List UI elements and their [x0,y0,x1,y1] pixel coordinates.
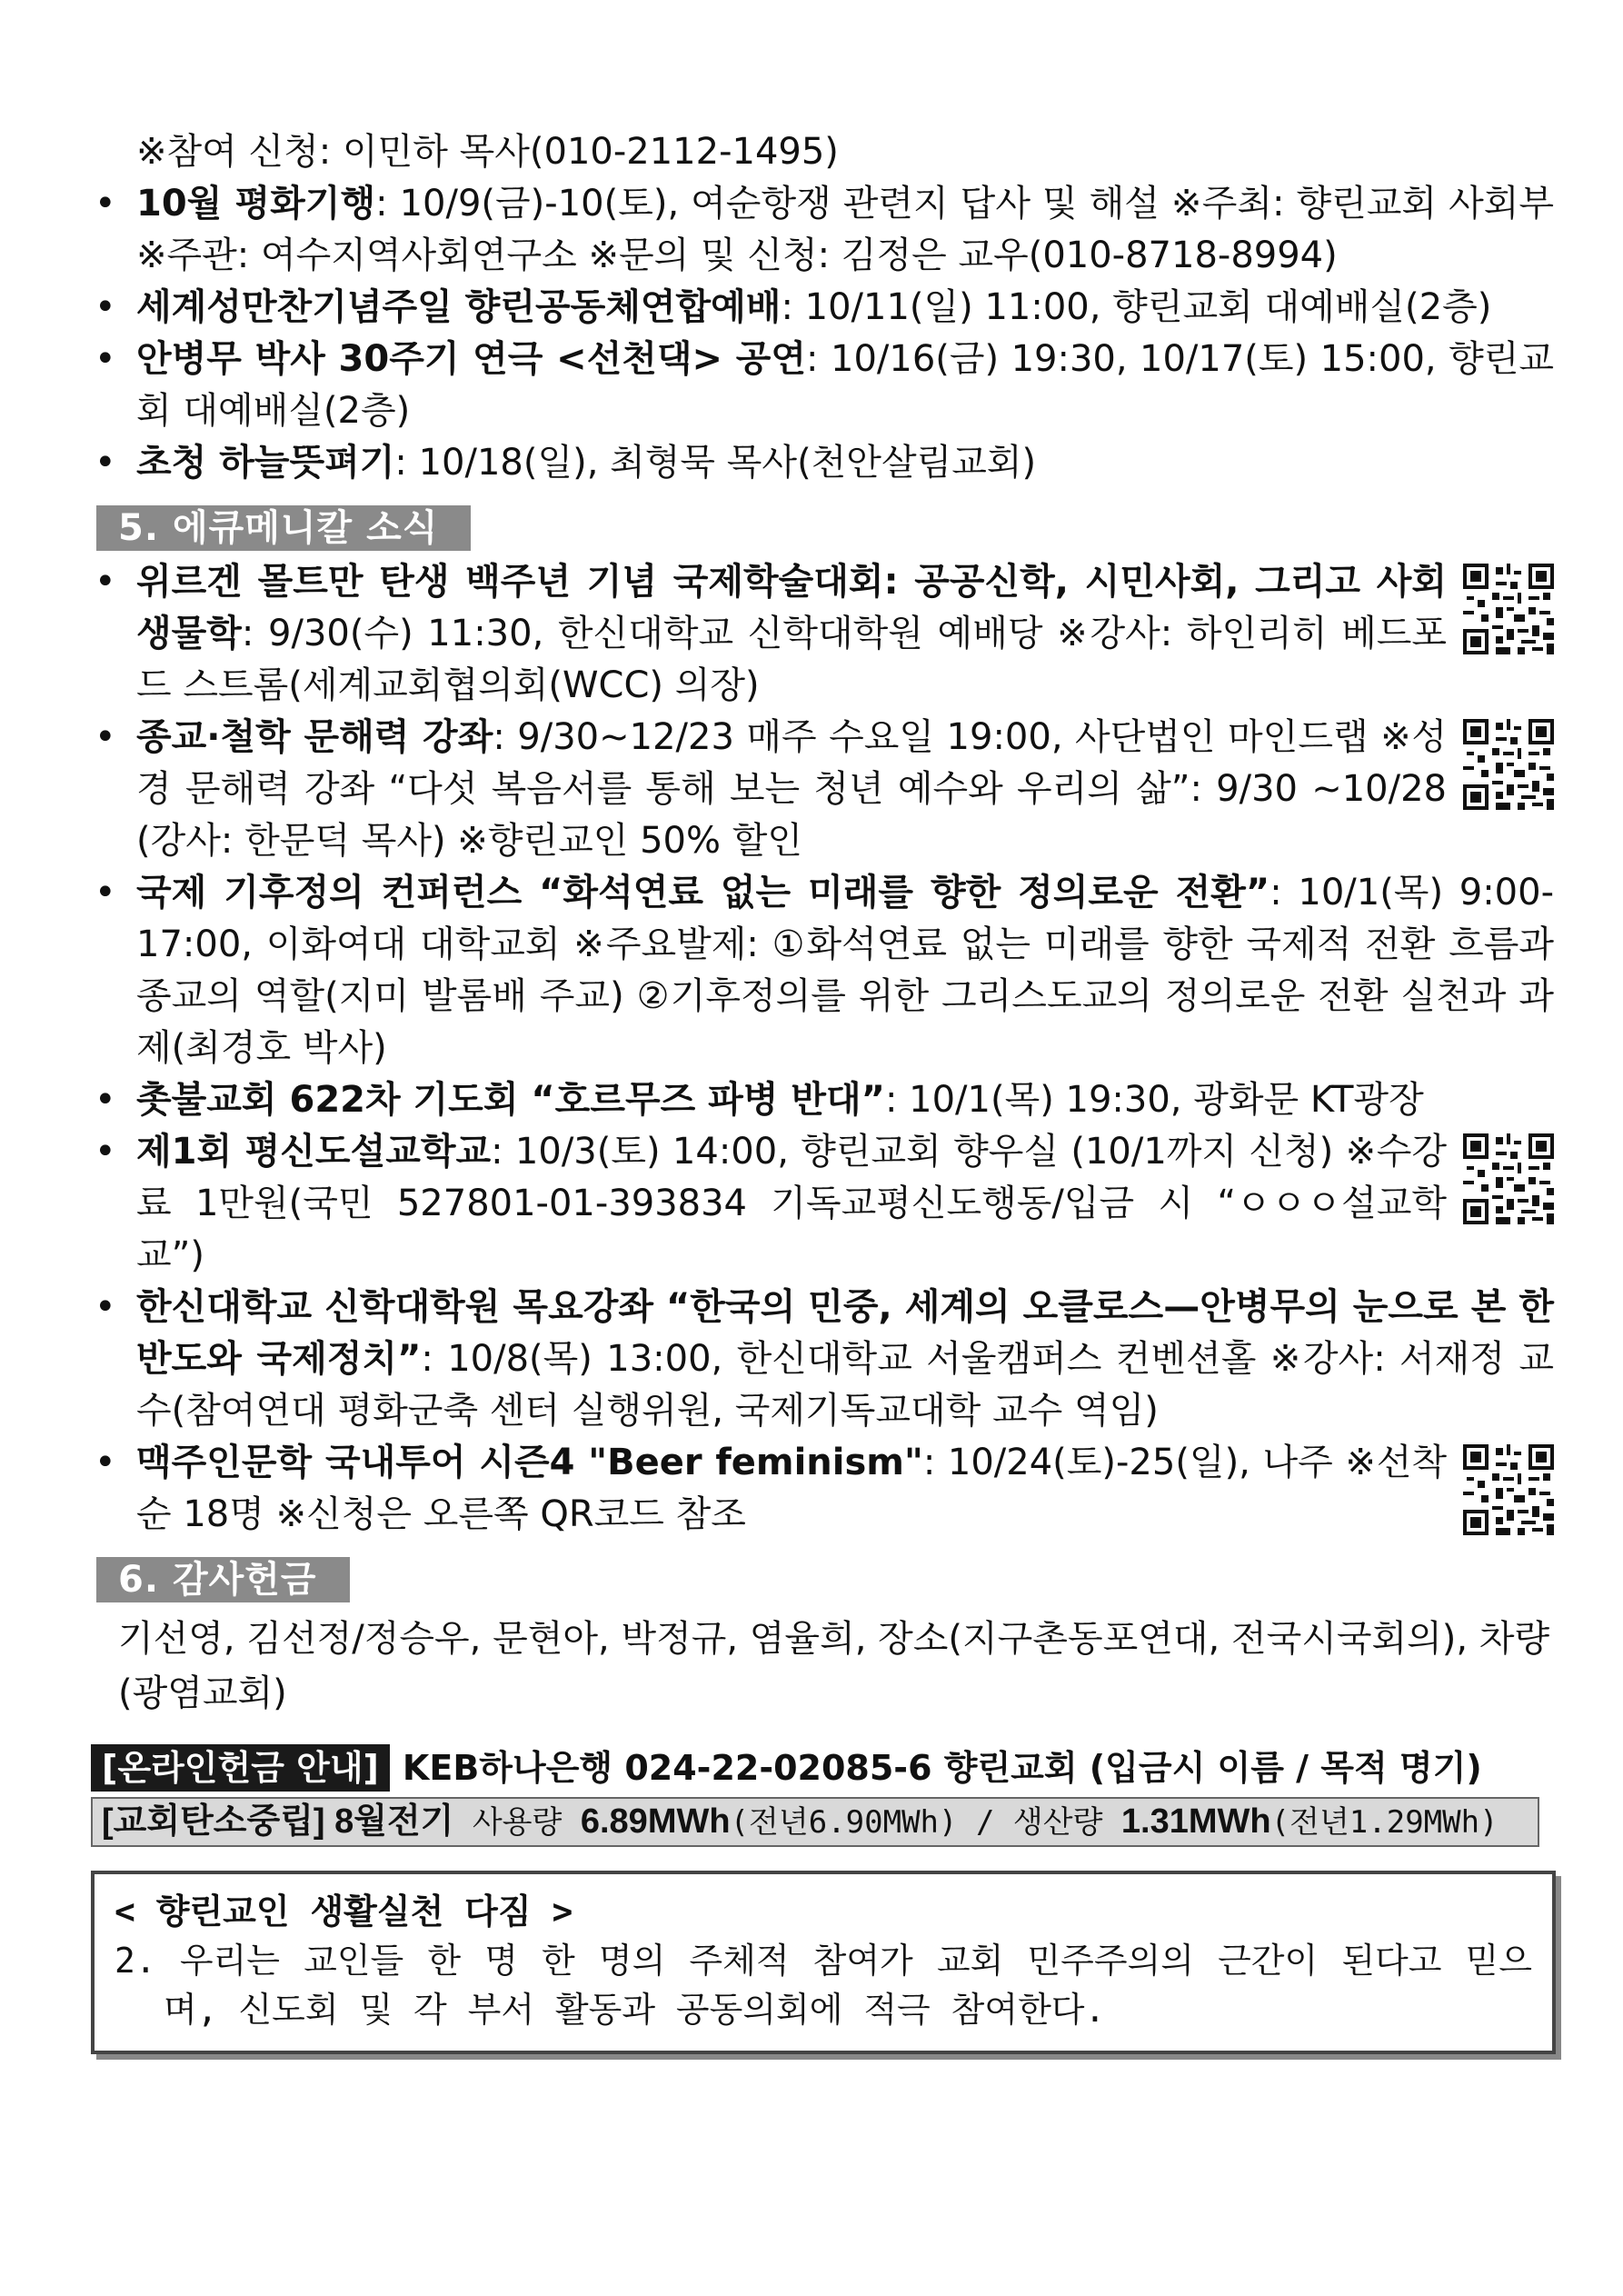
list-item [91,556,1554,712]
item-title: 10월 평화기행 [136,183,376,225]
list-item [91,282,1554,334]
list-item [91,1126,1554,1282]
item-text: : 10/9(금)-10(토), 여순항쟁 관련지 답사 및 해설 ※주최: 향린교회 사회부 ※주관: 여수지역사회연구소 ※문의 및 신청: 김정은 교우(010-8718-8994) [136,183,1554,276]
item-text: : 10/18(일), 최형묵 목사(천안살림교회) [394,442,1037,484]
item-text: : 10/11(일) 11:00, 향린교회 대예배실(2층) [781,286,1492,328]
carbon-neutral-bar [91,1797,1539,1847]
pledge-box [91,1871,1556,2054]
signup-note: ※참여 신청: 이민하 목사(010-2112-1495) [136,131,839,173]
item-title: 국제 기후정의 컨퍼런스 “화석연료 없는 미래를 향한 정의로운 전환” [136,872,1270,913]
item-text: : 10/3(토) 14:00, 향린교회 향우실 (10/1까지 신청) ※수강료 1만원(국민 527801-01-393834 기독교평신도행동/입금 시 “ㅇㅇㅇ설교학교”) [136,1131,1447,1276]
carbon-tag: [교회탄소중립] 8월전기 [102,1802,454,1841]
list-item [91,1282,1554,1437]
ecumenical-list [91,556,1554,1541]
production-label: 생산량 [1012,1804,1121,1841]
production-value: 1.31MWh [1120,1802,1271,1841]
item-title: 제1회 평신도설교학교 [136,1131,492,1173]
list-item [91,867,1554,1074]
usage-value: 6.89MWh [580,1802,731,1841]
content-column [91,125,1554,2054]
item-title: 안병무 박사 30주기 연극 <선천댁> 공연 [136,338,807,380]
production-prev: (전년1.29MWh) [1270,1804,1499,1841]
item-title: 세계성만찬기념주일 향린공동체연합예배 [136,286,782,328]
item-text: : 10/8(목) 13:00, 한신대학교 서울캠퍼스 컨벤션홀 ※강사: 서재정 교수(참여연대 평화군축 센터 실행위원, 국제기독교대학 교수 역임) [136,1338,1554,1432]
qr-code-icon[interactable] [1463,564,1554,654]
section-header-thanks: 6. 감사헌금 [96,1557,350,1602]
qr-code-icon[interactable] [1463,719,1554,810]
list-item [91,712,1554,867]
list-item [91,334,1554,437]
item-title: 한신대학교 신학대학원 목요강좌 “한국의 민중, 세계의 오클로스—안병무의 눈으로 본 한반도와 국제정치” [136,1286,1554,1380]
item-text: : 10/24(토)-25(일), 나주 ※선착순 18명 ※신청은 오른쪽 QR코드 참조 [136,1442,1448,1535]
list-item [91,437,1554,489]
item-text: : 10/1(목) 9:00-17:00, 이화여대 대학교회 ※주요발제: ①화석연료 없는 미래를 향한 국제적 전환 흐름과 종교의 역할(지미 발롬배 주교) ②기후정의를 위한 그리스도교의 정의로운 전환 실천과 과제(최경호 박사) [136,872,1555,1069]
item-text: : 10/16(금) 19:30, 10/17(토) 15:00, 향린교회 대예배실(2층) [136,338,1554,432]
section-header-ecumenical: 5. 에큐메니칼 소식 [96,505,471,551]
item-title: 초청 하늘뜻펴기 [136,442,395,484]
bank-account: KEB하나은행 024-22-02085-6 향린교회 (입금시 이름 / 목적 명기) [402,1748,1482,1788]
item-text: : 9/30(수) 11:30, 한신대학교 신학대학원 예배당 ※강사: 하인리히 베드포드 스트롬(세계교회협의회(WCC) 의장) [136,613,1447,706]
usage-prev: (전년6.90MWh) [730,1804,958,1841]
list-item [91,178,1554,282]
item-title: 촛불교회 622차 기도회 “호르무즈 파병 반대” [136,1079,885,1121]
online-offering-tag: [온라인헌금 안내] [91,1744,390,1792]
separator: / [957,1804,1013,1841]
event-list [91,178,1554,489]
item-text: : 10/1(목) 19:30, 광화문 KT광장 [884,1079,1424,1121]
list-item [91,1437,1554,1541]
item-text: : 9/30~12/23 매주 수요일 19:00, 사단법인 마인드랩 ※성경 문해력 강좌 “다섯 복음서를 통해 보는 청년 예수와 우리의 삶”: 9/30 ~10/28 (강사: 한문덕 목사) ※향린교인 50% 할인 [136,716,1448,862]
thanks-offering-list: 기선영, 김선정/정승우, 문현아, 박정규, 염율희, 장소(지구촌동포연대, 전국시국회의), 차량(광염교회) [118,1618,1550,1714]
usage-label: 사용량 [453,1804,581,1841]
online-offering-info [91,1744,1554,1792]
item-title: 맥주인문학 국내투어 시즌4 "Beer feminism" [136,1442,923,1483]
list-item [91,1074,1554,1126]
pledge-body: 2. 우리는 교인들 한 명 한 명의 주체적 참여가 교회 민주주의의 근간이 된다고 믿으며, 신도회 및 각 부서 활동과 공동의회에 적극 참여한다. [115,1941,1532,2030]
item-title: 종교·철학 문해력 강좌 [136,716,493,758]
qr-code-icon[interactable] [1463,1444,1554,1535]
qr-code-icon[interactable] [1463,1133,1554,1224]
pledge-title: < 향린교인 생활실천 다짐 > [115,1892,573,1932]
item-title: 위르겐 몰트만 탄생 백주년 기념 국제학술대회: 공공신학, 시민사회, 그리고 사회생물학 [136,561,1447,654]
